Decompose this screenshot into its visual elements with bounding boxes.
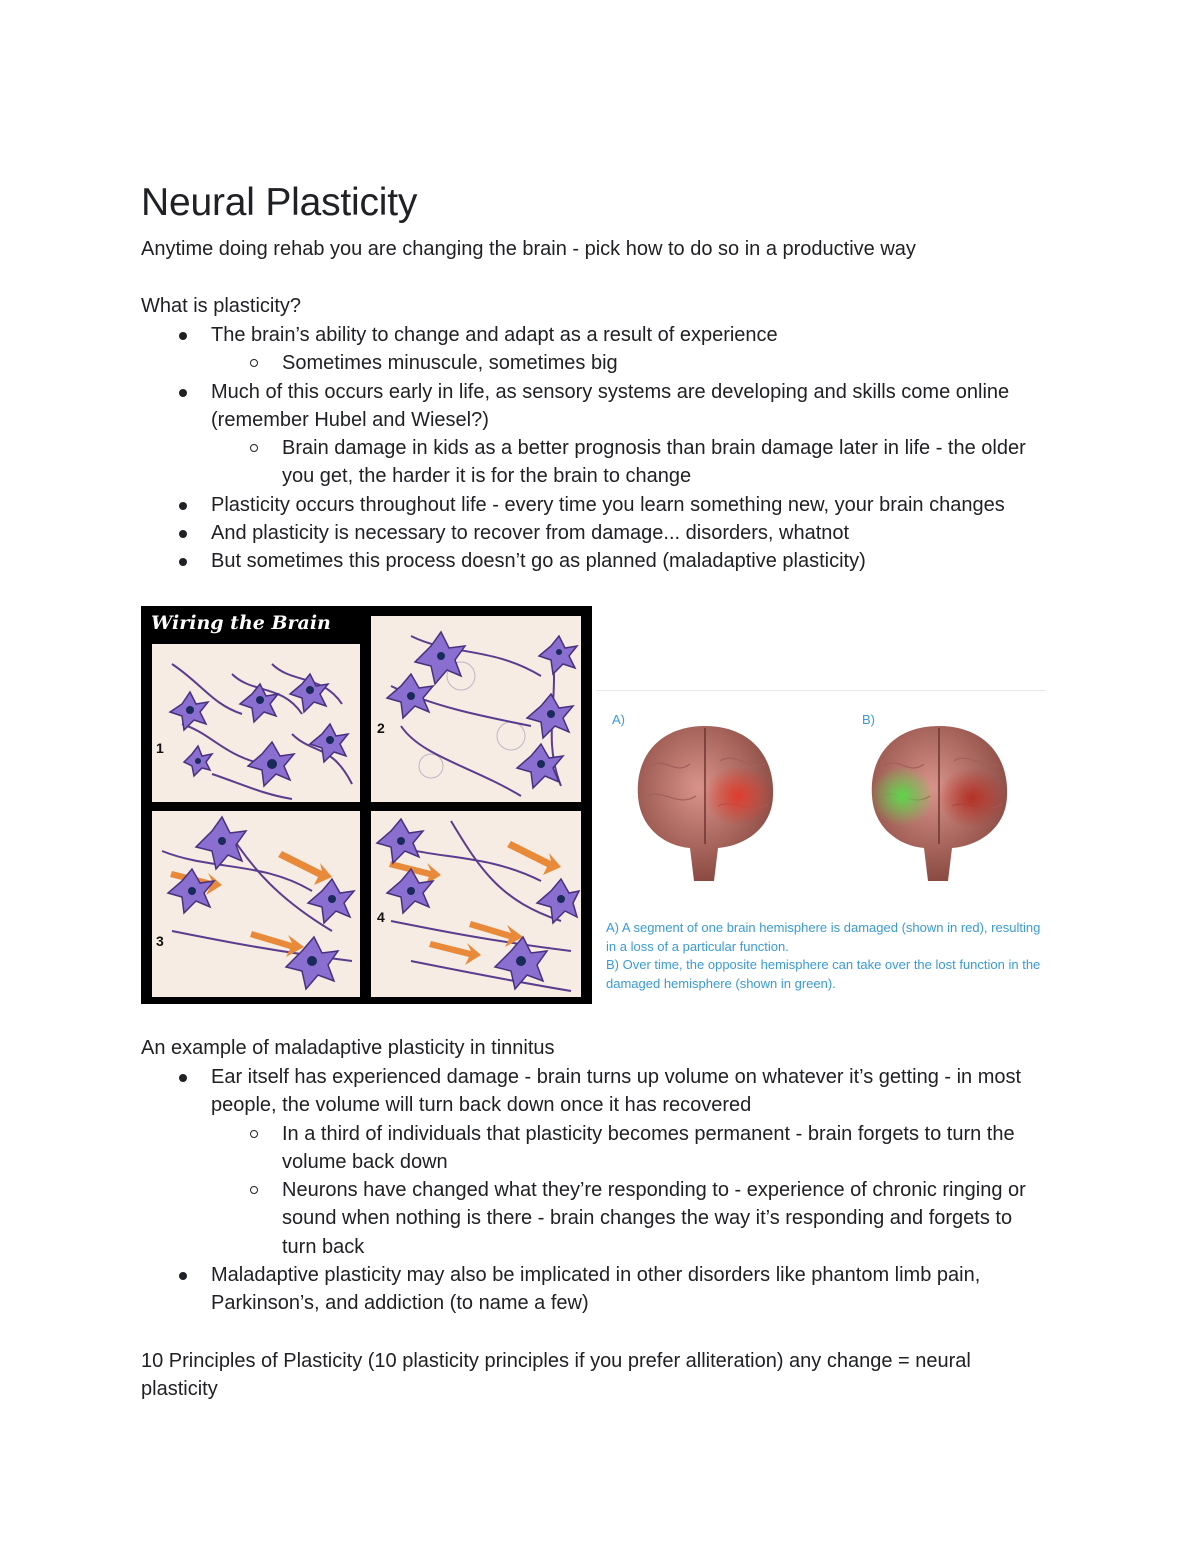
page-title: Neural Plasticity bbox=[141, 181, 418, 224]
sub-bullet-icon bbox=[250, 1130, 258, 1138]
bullet-icon bbox=[179, 1272, 187, 1280]
sub-bullet-icon bbox=[250, 1186, 258, 1194]
bullet-icon bbox=[179, 530, 187, 538]
list-item: Maladaptive plasticity may also be implicated in other disorders like phantom limb pain, Parkinson’s, and addiction (to name a few) bbox=[141, 1261, 1051, 1318]
figure-panel-1 bbox=[152, 644, 360, 802]
tinnitus-list bbox=[141, 1063, 1051, 1318]
bullet-icon bbox=[179, 1074, 187, 1082]
list-item: Much of this occurs early in life, as sensory systems are developing and skills come online (remember Hubel and Wiesel?) bbox=[141, 378, 1051, 435]
panel-number: 2 bbox=[377, 720, 385, 736]
panel-number: 1 bbox=[156, 740, 164, 756]
figure-panel-3 bbox=[152, 811, 360, 997]
bullet-icon bbox=[179, 558, 187, 566]
sub-list-item: In a third of individuals that plasticity becomes permanent - brain forgets to turn the volume back down bbox=[141, 1120, 1051, 1177]
list-item: The brain’s ability to change and adapt as a result of experience bbox=[141, 321, 1051, 349]
label-b: B) bbox=[862, 712, 875, 727]
list-item: Ear itself has experienced damage - brain turns up volume on whatever it’s getting - in most people, the volume will turn back down once it has recovered bbox=[141, 1063, 1051, 1120]
caption-b: B) Over time, the opposite hemisphere can take over the lost function in the damaged hemisphere (shown in green). bbox=[606, 957, 1041, 991]
closing-paragraph: 10 Principles of Plasticity (10 plasticity principles if you prefer alliteration) any change = neural plasticity bbox=[141, 1350, 971, 1401]
divider bbox=[596, 690, 1046, 691]
sub-bullet-icon bbox=[250, 359, 258, 367]
figure-caption bbox=[606, 919, 1046, 993]
list-item: Plasticity occurs throughout life - every time you learn something new, your brain changes bbox=[141, 491, 1051, 519]
caption-a: A) A segment of one brain hemisphere is damaged (shown in red), resulting in a loss of a particular function. bbox=[606, 920, 1041, 954]
brain-hemisphere-figure bbox=[596, 686, 1048, 996]
bullet-icon bbox=[179, 389, 187, 397]
bullet-icon bbox=[179, 332, 187, 340]
intro-paragraph: Anytime doing rehab you are changing the brain - pick how to do so in a productive way bbox=[141, 238, 916, 260]
sub-list-item: Brain damage in kids as a better prognosis than brain damage later in life - the older you get, the harder it is for the brain to change bbox=[141, 434, 1051, 491]
panel-number: 3 bbox=[156, 933, 164, 949]
brain-recovery-icon bbox=[864, 716, 1014, 891]
list-item: And plasticity is necessary to recover from damage... disorders, whatnot bbox=[141, 519, 1051, 547]
sub-list-item: Sometimes minuscule, sometimes big bbox=[141, 349, 1051, 377]
sub-list-item: Neurons have changed what they’re responding to - experience of chronic ringing or sound when nothing is there - brain changes the way it’s responding and forgets to turn back bbox=[141, 1176, 1051, 1261]
brain-damaged-icon bbox=[630, 716, 780, 891]
wiring-the-brain-figure bbox=[141, 606, 592, 1004]
figure-panel-4 bbox=[371, 811, 581, 997]
section-heading-what-is-plasticity: What is plasticity? bbox=[141, 295, 302, 317]
panel-number: 4 bbox=[377, 909, 385, 925]
bullet-icon bbox=[179, 502, 187, 510]
figure-title: Wiring the Brain bbox=[151, 612, 331, 634]
list-item: But sometimes this process doesn’t go as planned (maladaptive plasticity) bbox=[141, 547, 1051, 575]
label-a: A) bbox=[612, 712, 625, 727]
section-heading-tinnitus: An example of maladaptive plasticity in tinnitus bbox=[141, 1037, 555, 1059]
plasticity-list bbox=[141, 321, 1051, 576]
sub-bullet-icon bbox=[250, 444, 258, 452]
figure-panel-2 bbox=[371, 616, 581, 802]
